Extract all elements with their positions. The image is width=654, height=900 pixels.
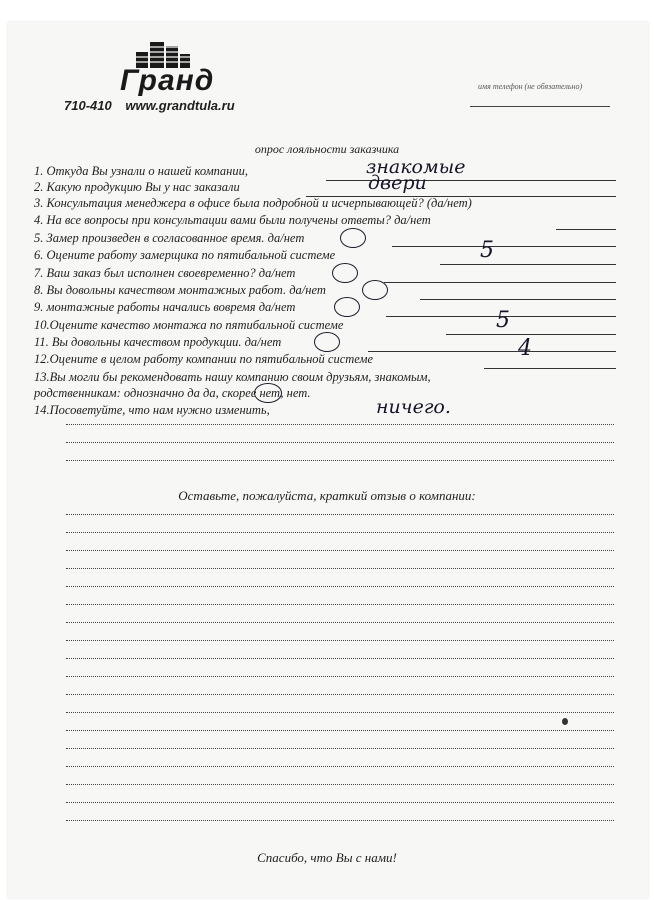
review-line[interactable] bbox=[66, 622, 614, 625]
review-line[interactable] bbox=[66, 550, 614, 553]
review-line[interactable] bbox=[66, 694, 614, 697]
review-line[interactable] bbox=[66, 568, 614, 571]
answer-6-handwritten: 5 bbox=[480, 238, 494, 263]
review-line[interactable] bbox=[66, 802, 614, 805]
review-line[interactable] bbox=[66, 730, 614, 733]
question-14: 14.Посоветуйте, что нам нужно изменить, bbox=[34, 403, 270, 417]
question-8: 8. Вы довольны качеством монтажных работ. да/нет bbox=[34, 283, 326, 297]
review-title: Оставьте, пожалуйста, краткий отзыв о компании: bbox=[178, 488, 476, 503]
ink-smudge bbox=[562, 718, 568, 725]
phone-number: 710-410 bbox=[64, 98, 112, 113]
review-line[interactable] bbox=[66, 676, 614, 679]
review-line[interactable] bbox=[66, 748, 614, 751]
review-line[interactable] bbox=[66, 712, 614, 715]
question-5: 5. Замер произведен в согласованное время. да/нет bbox=[34, 231, 305, 245]
question-6: 6. Оцените работу замерщика по пятибальной системе bbox=[34, 248, 336, 262]
question-3: 3. Консультация менеджера в офисе была подробной и исчерпывающей? (да/нет) bbox=[34, 196, 472, 210]
answer-10-handwritten: 5 bbox=[496, 308, 510, 333]
review-line[interactable] bbox=[66, 820, 614, 823]
answer-11-circle bbox=[314, 332, 340, 352]
answer-14-handwritten: ничего. bbox=[376, 396, 451, 418]
survey-title: опрос лояльности заказчика bbox=[254, 142, 400, 156]
question-1: 1. Откуда Вы узнали о нашей компании, bbox=[34, 164, 249, 178]
question-7: 7. Ваш заказ был исполнен своевременно? да/нет bbox=[34, 266, 296, 280]
answer-line-7[interactable] bbox=[384, 282, 616, 283]
question-11: 11. Вы довольны качеством продукции. да/нет bbox=[34, 335, 282, 349]
review-line[interactable] bbox=[66, 658, 614, 661]
answer-line-8[interactable] bbox=[420, 299, 616, 300]
review-line[interactable] bbox=[66, 766, 614, 769]
answer-7-circle bbox=[332, 263, 358, 283]
review-line[interactable] bbox=[66, 784, 614, 787]
review-line[interactable] bbox=[66, 640, 614, 643]
answer-line-6[interactable] bbox=[440, 264, 616, 265]
answer-12-handwritten: 4 bbox=[518, 336, 532, 361]
answer-line-10[interactable] bbox=[446, 334, 616, 335]
website-link[interactable]: www.grandtula.ru bbox=[125, 98, 235, 113]
thanks-note: Спасибо, что Вы с нами! bbox=[257, 850, 397, 865]
suggestion-line[interactable] bbox=[66, 424, 614, 427]
answer-5-circle bbox=[340, 228, 366, 248]
name-phone-line[interactable] bbox=[470, 106, 610, 107]
answer-line-4[interactable] bbox=[556, 229, 616, 230]
review-line[interactable] bbox=[66, 586, 614, 589]
answer-2-handwritten: двери bbox=[368, 172, 427, 194]
suggestion-line[interactable] bbox=[66, 460, 614, 463]
question-4: 4. На все вопросы при консультации вами были получены ответы? да/нет bbox=[34, 213, 431, 227]
question-10: 10.Оцените качество монтажа по пятибальной системе bbox=[34, 318, 344, 332]
question-9: 9. монтажные работы начались вовремя да/нет bbox=[34, 300, 296, 314]
logo-wordmark: Гранд bbox=[120, 64, 215, 97]
question-13: 13.Вы могли бы рекомендовать нашу компанию своим друзьям, знакомым, bbox=[34, 370, 431, 384]
question-12: 12.Оцените в целом работу компании по пятибальной системе bbox=[34, 352, 374, 366]
review-line[interactable] bbox=[66, 514, 614, 517]
question-2: 2. Какую продукцию Вы у нас заказали bbox=[34, 180, 240, 194]
answer-line-5[interactable] bbox=[392, 246, 616, 247]
name-phone-hint: имя телефон (не обязательно) bbox=[478, 82, 583, 91]
review-line[interactable] bbox=[66, 604, 614, 607]
answer-8-circle bbox=[362, 280, 388, 300]
question-13-options: родственникам: однозначно да да, скорее нет, нет. bbox=[34, 386, 311, 400]
answer-line-12[interactable] bbox=[484, 368, 616, 369]
answer-13-circle bbox=[254, 383, 282, 403]
contact-line bbox=[64, 98, 235, 113]
answer-9-circle bbox=[334, 297, 360, 317]
review-line[interactable] bbox=[66, 532, 614, 535]
answer-line-11[interactable] bbox=[368, 351, 616, 352]
suggestion-line[interactable] bbox=[66, 442, 614, 445]
answer-1-handwritten: знакомые bbox=[366, 156, 466, 178]
